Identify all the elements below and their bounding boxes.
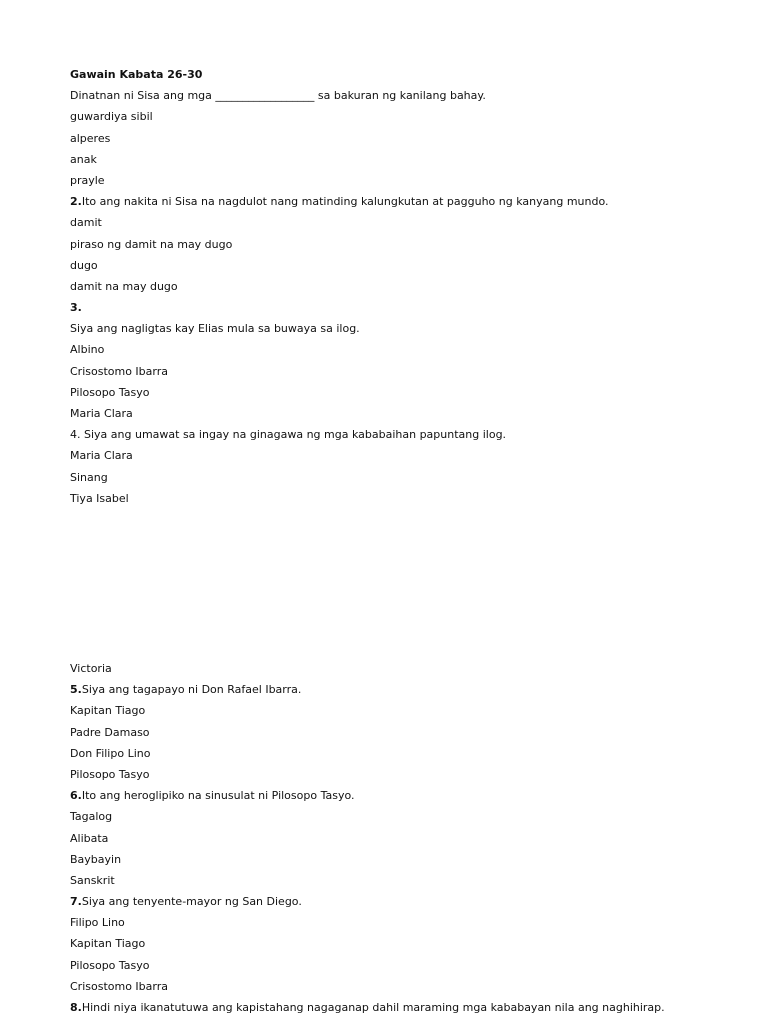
q2-choice-4: damit na may dugo [70,279,178,293]
q7-choice-4: Crisostomo Ibarra [70,979,168,993]
q3-choice-3: Pilosopo Tasyo [70,385,150,399]
q5-choice-2: Padre Damaso [70,725,150,739]
q1-choice-4: prayle [70,173,105,187]
q5-choice-1: Kapitan Tiago [70,704,146,718]
q2-choice-3: dugo [70,258,98,272]
q3-choice-4: Maria Clara [70,407,133,420]
question-3-prompt: Siya ang nagligtas kay Elias mula sa buwaya sa ilog. [70,322,360,336]
question-8-number: 8. [70,1001,82,1014]
question-7-number: 7. [70,895,82,909]
q4-choice-3: Tiya Isabel [70,491,129,505]
q4-choice-2: Sinang [70,470,108,484]
question-2 [70,191,609,212]
q7-choice-2: Kapitan Tiago [70,937,146,951]
question-6-prompt: Ito ang heroglipiko na sinusulat ni Pilosopo Tasyo. [81,789,355,803]
question-6-number: 6. [70,789,82,803]
question-2-number: 2. [70,195,82,209]
question-4-prompt: 4. Siya ang umawat sa ingay na ginagawa ng mga kababaihan papuntang ilog. [70,428,507,442]
q2-choice-2: piraso ng damit na may dugo [70,237,233,251]
q6-choice-2: Alibata [70,831,109,845]
q4-choice-4: Victoria [70,662,112,675]
q6-choice-3: Baybayin [70,852,122,866]
q1-choice-3: anak [70,152,97,166]
page-section-top [70,64,609,509]
q5-choice-3: Don Filipo Lino [70,746,151,760]
question-7 [70,891,665,912]
question-5-number: 5. [70,683,82,697]
question-5-prompt: Siya ang tagapayo ni Don Rafael Ibarra. [81,683,302,697]
q1-choice-2: alperes [70,131,111,145]
question-3-number: 3. [70,301,82,315]
q3-choice-1: Albino [70,343,105,357]
q2-choice-1: damit [70,216,102,230]
q1-choice-1: guwardiya sibil [70,110,153,124]
question-2-prompt: Ito ang nakita ni Sisa na nagdulot nang matinding kalungkutan at pagguho ng kanyang mundo. [81,195,609,209]
page-section-bottom [70,658,665,1018]
question-8 [70,997,665,1018]
q4-choice-1: Maria Clara [70,449,133,463]
question-1-prompt: Dinatnan ni Sisa ang mga __________________ sa bakuran ng kanilang bahay. [70,89,486,103]
q7-choice-3: Pilosopo Tasyo [70,958,150,972]
question-6 [70,785,665,806]
question-8-prompt: Hindi niya ikanatutuwa ang kapistahang nagaganap dahil maraming mga kababayan nila ang naghihirap. [81,1001,665,1014]
q7-choice-1: Filipo Lino [70,916,125,930]
q5-choice-4: Pilosopo Tasyo [70,767,150,781]
question-5 [70,679,665,700]
worksheet-title: Gawain Kabata 26-30 [70,68,203,81]
q6-choice-4: Sanskrit [70,873,115,887]
q6-choice-1: Tagalog [70,810,113,824]
question-7-prompt: Siya ang tenyente-mayor ng San Diego. [81,895,302,909]
q3-choice-2: Crisostomo Ibarra [70,364,168,378]
